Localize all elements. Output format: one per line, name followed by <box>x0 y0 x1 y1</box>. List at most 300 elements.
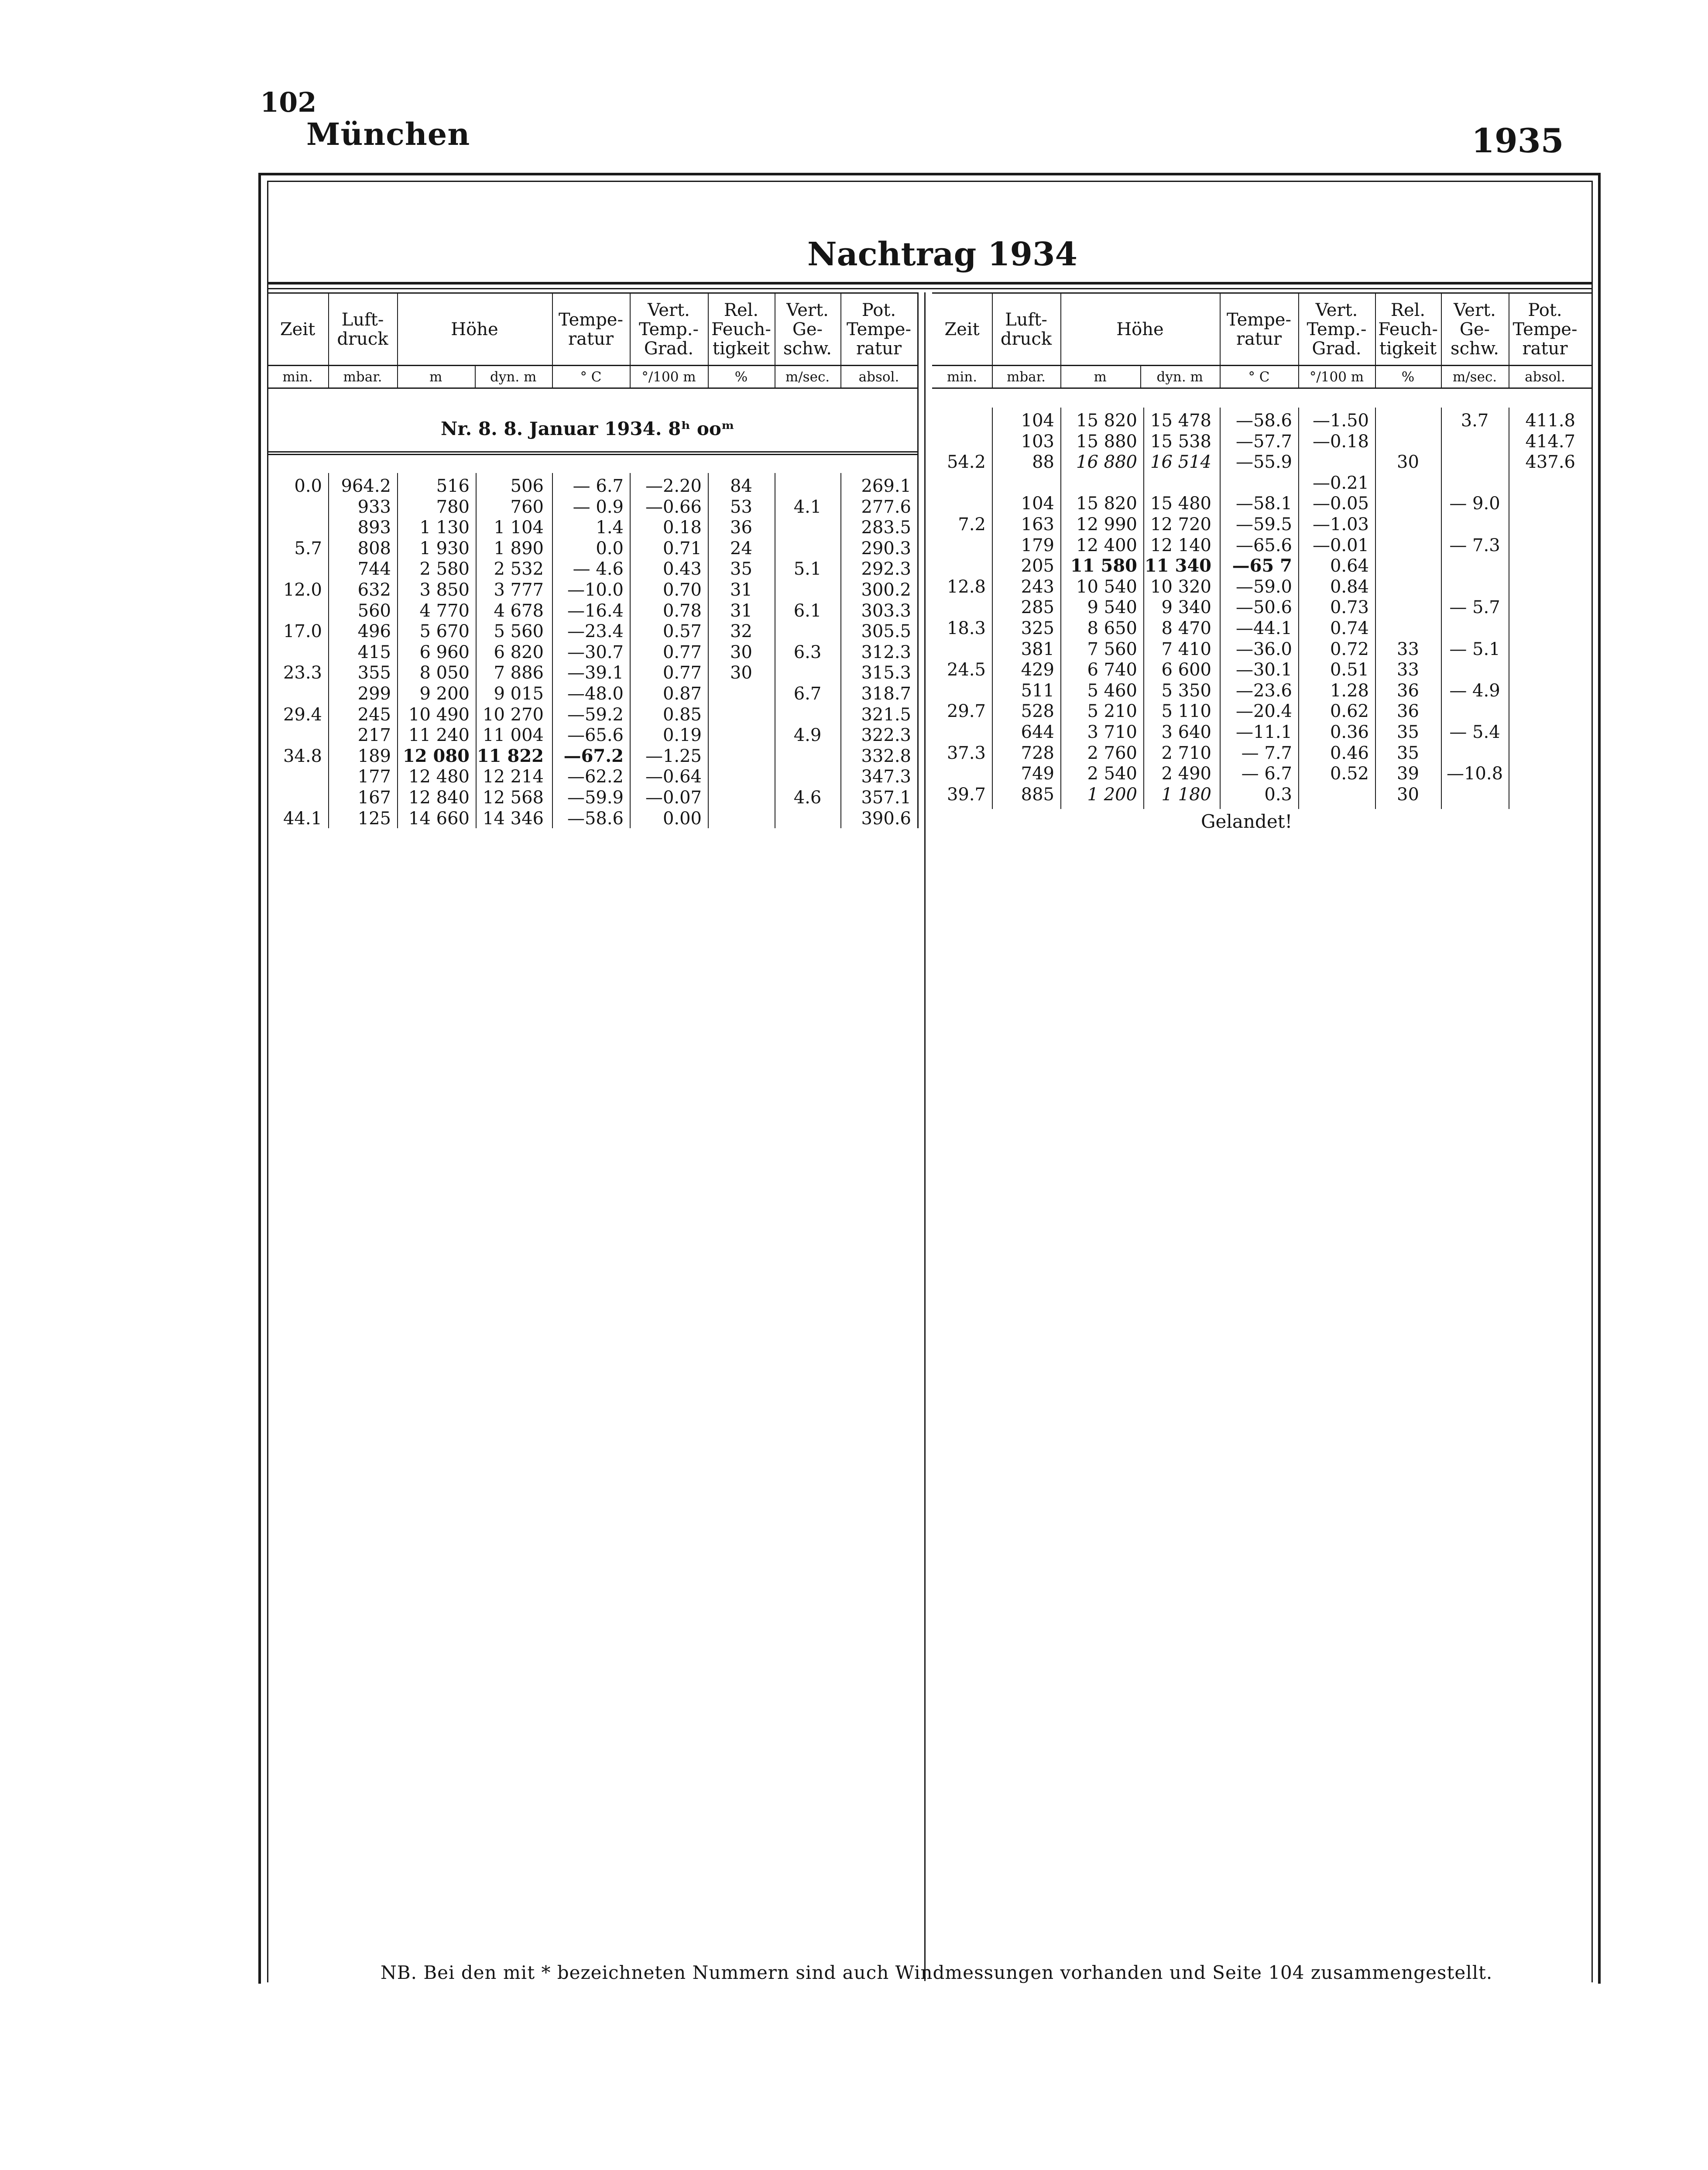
right-cell-grad: 1.28 <box>1330 680 1369 701</box>
right-cell-grad: —0.18 <box>1312 431 1369 452</box>
left-cell-temp: —59.9 <box>567 788 624 808</box>
left-cell-dyn: 12 214 <box>483 767 544 787</box>
right-cell-zeit: 24.5 <box>947 660 986 680</box>
left-cell-grad: 0.19 <box>662 725 702 746</box>
left-cell-zeit: 29.4 <box>283 704 322 725</box>
right-cell-feucht: 36 <box>1397 701 1419 722</box>
left-header-7: Vert. Ge- schw. <box>783 300 832 359</box>
left-cell-dyn: 506 <box>510 476 544 496</box>
left-cell-zeit: 0.0 <box>294 476 322 496</box>
right-cell-dyn: 12 720 <box>1150 514 1211 535</box>
left-cell-druck: 415 <box>357 642 391 662</box>
right-header-3: Höhe <box>1116 319 1164 339</box>
left-cell-temp: —59.2 <box>567 704 624 725</box>
right-cell-temp: —23.6 <box>1235 680 1292 701</box>
right-header-2: Luft- druck <box>1000 310 1052 349</box>
left-cell-grad: 0.57 <box>662 621 702 642</box>
left-cell-feucht: 36 <box>730 518 752 538</box>
right-cell-feucht: 35 <box>1397 743 1419 763</box>
left-cell-grad: 0.71 <box>662 538 702 559</box>
right-cell-grad: —0.05 <box>1312 494 1369 514</box>
right-cell-grad: 0.84 <box>1330 576 1369 597</box>
left-rows-rule <box>267 454 918 455</box>
left-cell-druck: 560 <box>357 600 391 621</box>
right-cell-pot: 414.7 <box>1525 431 1575 452</box>
right-cell-pot: 411.8 <box>1525 411 1575 431</box>
right-header-sep-0 <box>992 292 993 387</box>
right-cell-dyn: 15 478 <box>1150 411 1211 431</box>
right-cell-geschw: 3.7 <box>1461 411 1489 431</box>
left-cell-pot: 357.1 <box>861 788 911 808</box>
right-cell-grad: —1.50 <box>1312 411 1369 431</box>
right-header-sep-2 <box>1220 292 1221 387</box>
left-cell-dyn: 3 777 <box>494 580 544 600</box>
left-unit-2: mbar. <box>343 369 382 385</box>
header-bottom-rule-left <box>267 387 918 389</box>
year-heading: 1935 <box>1471 121 1564 160</box>
right-cell-m: 10 540 <box>1076 576 1137 597</box>
left-cell-grad: —0.07 <box>645 788 702 808</box>
left-cell-druck: 808 <box>357 538 391 559</box>
left-cell-m: 8 050 <box>419 663 470 683</box>
left-cell-m: 12 080 <box>402 745 470 766</box>
left-cell-druck: 744 <box>357 559 391 579</box>
right-cell-druck: 285 <box>1021 597 1054 618</box>
right-cell-feucht: 30 <box>1397 452 1419 473</box>
left-cell-zeit: 23.3 <box>283 663 322 683</box>
left-cell-m: 1 930 <box>419 538 470 559</box>
right-cell-druck: 103 <box>1021 431 1054 452</box>
left-cell-grad: —0.64 <box>645 767 702 787</box>
right-cell-temp: 0.3 <box>1264 784 1292 805</box>
right-cell-m: 11 580 <box>1070 555 1137 576</box>
right-unit-2: mbar. <box>1007 369 1046 385</box>
left-header-5: Vert. Temp.- Grad. <box>638 300 699 359</box>
right-cell-grad: 0.51 <box>1330 660 1369 680</box>
left-cell-grad: 0.70 <box>662 580 702 600</box>
right-cell-druck: 88 <box>1032 452 1054 473</box>
right-header-8: Pot. Tempe- ratur <box>1513 300 1578 359</box>
left-cell-temp: —23.4 <box>567 621 624 642</box>
right-cell-m: 1 200 <box>1087 784 1137 805</box>
left-cell-m: 11 240 <box>408 725 470 746</box>
left-cell-dyn: 7 886 <box>494 663 544 683</box>
left-cell-druck: 964.2 <box>341 476 391 496</box>
left-cell-m: 12 840 <box>408 788 470 808</box>
right-cell-grad: 0.64 <box>1330 556 1369 576</box>
right-cell-m: 8 650 <box>1087 618 1137 638</box>
left-cell-grad: 0.78 <box>662 600 702 621</box>
right-cell-pot: 437.6 <box>1525 452 1575 473</box>
left-cell-feucht: 30 <box>730 663 752 683</box>
right-cell-temp: —11.1 <box>1235 722 1292 742</box>
right-cell-druck: 429 <box>1021 660 1054 680</box>
right-cell-temp: —36.0 <box>1235 639 1292 659</box>
left-cell-druck: 167 <box>357 788 391 808</box>
right-cell-feucht: 36 <box>1397 680 1419 701</box>
left-cell-pot: 322.3 <box>861 725 911 746</box>
right-unit-7: m/sec. <box>1452 369 1497 385</box>
right-cell-temp: —59.5 <box>1235 514 1292 535</box>
right-cell-grad: 0.36 <box>1330 722 1369 742</box>
left-cell-dyn: 14 346 <box>483 808 544 829</box>
left-cell-zeit: 44.1 <box>283 808 322 829</box>
right-cell-druck: 728 <box>1021 743 1054 763</box>
left-cell-pot: 315.3 <box>861 663 911 683</box>
right-cell-temp: —30.1 <box>1235 660 1292 680</box>
left-cell-pot: 300.2 <box>861 580 911 600</box>
page-title: Nachtrag 1934 <box>807 236 1078 273</box>
right-cell-m: 15 880 <box>1076 431 1137 452</box>
left-unit-6: % <box>734 369 748 385</box>
left-header-sep-0 <box>328 292 329 387</box>
left-cell-temp: —30.7 <box>567 642 624 662</box>
left-cell-dyn: 10 270 <box>483 704 544 725</box>
right-cell-temp: —58.1 <box>1235 494 1292 514</box>
left-cell-pot: 332.8 <box>861 746 911 766</box>
right-cell-zeit: 37.3 <box>947 743 986 763</box>
left-unit-5: °/100 m <box>641 369 696 385</box>
right-cell-druck: 749 <box>1021 764 1054 784</box>
left-cell-feucht: 35 <box>730 559 752 579</box>
center-divider-a <box>917 292 919 828</box>
right-cell-dyn: 15 538 <box>1150 431 1211 452</box>
right-cell-dyn: 12 140 <box>1150 535 1211 555</box>
left-cell-m: 10 490 <box>408 704 470 725</box>
left-cell-temp: —39.1 <box>567 663 624 683</box>
right-cell-m: 5 460 <box>1087 680 1137 701</box>
right-cell-temp: —50.6 <box>1235 597 1292 618</box>
right-cell-druck: 528 <box>1021 701 1054 722</box>
right-cell-geschw: — 4.9 <box>1449 680 1500 701</box>
right-cell-m: 15 820 <box>1076 411 1137 431</box>
right-cell-druck: 644 <box>1021 722 1054 742</box>
left-unit-m: m <box>429 369 442 385</box>
right-cell-geschw: — 5.7 <box>1449 597 1500 618</box>
left-cell-grad: 0.77 <box>662 663 702 683</box>
left-cell-feucht: 24 <box>730 538 752 559</box>
left-cell-temp: — 0.9 <box>573 497 624 517</box>
right-cell-m: 7 560 <box>1087 639 1137 659</box>
title-rule-2 <box>267 288 1593 289</box>
right-header-6: Rel. Feuch- tigkeit <box>1378 300 1438 359</box>
left-cell-geschw: 6.3 <box>793 642 822 662</box>
right-header-1: Zeit <box>944 319 980 339</box>
right-cell-grad: —0.01 <box>1312 535 1369 555</box>
left-cell-dyn: 12 568 <box>483 788 544 808</box>
left-cell-druck: 177 <box>357 767 391 787</box>
right-cell-geschw: — 5.4 <box>1449 722 1500 742</box>
right-cell-druck: 205 <box>1021 556 1054 576</box>
right-cell-dyn: 8 470 <box>1161 618 1211 638</box>
footnote: NB. Bei den mit * bezeichneten Nummern sind auch Windmessungen vorhanden und Seite 104 zusammengestellt. <box>381 1962 1493 1983</box>
left-header-sep-2 <box>552 292 553 387</box>
header-top-rule-right <box>932 292 1593 294</box>
left-cell-temp: —58.6 <box>567 808 624 829</box>
left-cell-pot: 283.5 <box>861 518 911 538</box>
left-header-sep-6 <box>840 292 841 387</box>
left-cell-pot: 269.1 <box>861 476 911 496</box>
left-cell-pot: 347.3 <box>861 767 911 787</box>
right-cell-geschw: —10.8 <box>1446 764 1503 784</box>
right-cell-m: 12 400 <box>1076 535 1137 555</box>
right-cell-geschw: — 5.1 <box>1449 639 1500 659</box>
left-cell-temp: —48.0 <box>567 684 624 704</box>
city-heading: München <box>306 116 470 152</box>
left-cell-zeit: 17.0 <box>283 621 322 642</box>
right-cell-temp: —59.0 <box>1235 576 1292 597</box>
left-unit-dyn: dyn. m <box>490 369 537 385</box>
right-cell-druck: 104 <box>1021 411 1054 431</box>
left-cell-temp: —65.6 <box>567 725 624 746</box>
left-cell-zeit: 34.8 <box>283 746 322 766</box>
left-cell-pot: 292.3 <box>861 559 911 579</box>
left-cell-geschw: 4.1 <box>793 497 822 517</box>
right-cell-feucht: 33 <box>1397 639 1419 659</box>
left-cell-grad: 0.18 <box>662 518 702 538</box>
right-cell-m: 5 210 <box>1087 701 1137 722</box>
right-hoehe-sep <box>1140 365 1141 387</box>
left-header-2: Luft- druck <box>337 310 388 349</box>
left-cell-m: 6 960 <box>419 642 470 662</box>
left-cell-druck: 496 <box>357 621 391 642</box>
left-header-sep-3 <box>630 292 631 387</box>
left-cell-dyn: 2 532 <box>494 559 544 579</box>
landed-note: Gelandet! <box>1201 811 1293 832</box>
left-cell-pot: 321.5 <box>861 704 911 725</box>
right-cell-dyn: 9 340 <box>1161 597 1211 618</box>
right-cell-zeit: 18.3 <box>947 618 986 638</box>
left-cell-m: 3 850 <box>419 580 470 600</box>
right-cell-grad: —1.03 <box>1312 514 1369 535</box>
left-header-1: Zeit <box>280 319 316 339</box>
right-cell-druck: 243 <box>1021 576 1054 597</box>
left-cell-geschw: 6.7 <box>793 684 822 704</box>
left-cell-temp: 1.4 <box>596 518 624 538</box>
left-cell-feucht: 53 <box>730 497 752 517</box>
left-header-4: Tempe- ratur <box>559 310 623 349</box>
left-cell-m: 4 770 <box>419 600 470 621</box>
left-cell-dyn: 1 890 <box>494 538 544 559</box>
right-cell-m: 16 880 <box>1076 452 1137 473</box>
left-cell-m: 1 130 <box>419 518 470 538</box>
right-header-sep-1 <box>1060 292 1061 387</box>
left-cell-m: 2 580 <box>419 559 470 579</box>
right-cell-dyn: 6 600 <box>1161 660 1211 680</box>
left-cell-dyn: 9 015 <box>494 684 544 704</box>
right-cell-temp: — 7.7 <box>1241 743 1292 763</box>
left-cell-temp: 0.0 <box>596 538 624 559</box>
left-cell-druck: 245 <box>357 704 391 725</box>
left-header-6: Rel. Feuch- tigkeit <box>711 300 771 359</box>
right-cell-temp: —44.1 <box>1235 618 1292 638</box>
left-unit-1: min. <box>282 369 313 385</box>
right-cell-zeit: 54.2 <box>947 452 986 473</box>
left-cell-grad: 0.43 <box>662 559 702 579</box>
left-cell-druck: 217 <box>357 725 391 746</box>
page-number: 102 <box>260 86 317 118</box>
left-cell-geschw: 5.1 <box>793 559 822 579</box>
right-cell-m: 15 820 <box>1076 494 1137 514</box>
left-cell-dyn: 11 822 <box>477 745 544 766</box>
right-cell-m: 3 710 <box>1087 722 1137 742</box>
right-header-5: Vert. Temp.- Grad. <box>1307 300 1367 359</box>
right-cell-m: 2 540 <box>1087 764 1137 784</box>
left-cell-grad: —2.20 <box>645 476 702 496</box>
right-cell-druck: 885 <box>1021 784 1054 805</box>
left-cell-dyn: 11 004 <box>483 725 544 746</box>
right-cell-dyn: 10 320 <box>1150 576 1211 597</box>
right-cell-zeit: 29.7 <box>947 701 986 722</box>
left-cell-geschw: 4.9 <box>793 725 822 746</box>
title-rule <box>267 282 1593 285</box>
right-cell-m: 6 740 <box>1087 660 1137 680</box>
right-unit-5: °/100 m <box>1309 369 1364 385</box>
right-cell-zeit: 12.8 <box>947 576 986 597</box>
left-cell-temp: —16.4 <box>567 600 624 621</box>
right-cell-temp: —55.9 <box>1235 452 1292 473</box>
left-cell-grad: 0.00 <box>662 808 702 829</box>
right-cell-feucht: 30 <box>1397 784 1419 805</box>
left-cell-zeit: 12.0 <box>283 580 322 600</box>
left-cell-geschw: 4.6 <box>793 788 822 808</box>
left-unit-8: absol. <box>858 369 899 385</box>
left-cell-temp: — 6.7 <box>573 476 624 496</box>
unit-top-rule-right <box>932 365 1593 366</box>
left-cell-pot: 305.5 <box>861 621 911 642</box>
right-cell-geschw: — 9.0 <box>1449 494 1500 514</box>
right-cell-temp: — 6.7 <box>1241 764 1292 784</box>
right-cell-dyn: 2 710 <box>1161 743 1211 763</box>
left-cell-feucht: 30 <box>730 642 752 662</box>
right-cell-zeit: 39.7 <box>947 784 986 805</box>
left-cell-zeit: 5.7 <box>294 538 322 559</box>
right-unit-6: % <box>1401 369 1415 385</box>
right-cell-dyn: 5 350 <box>1161 680 1211 701</box>
left-cell-pot: 277.6 <box>861 497 911 517</box>
right-cell-temp: —20.4 <box>1235 701 1292 722</box>
left-header-3: Höhe <box>451 319 498 339</box>
right-cell-m: 12 990 <box>1076 514 1137 535</box>
left-cell-temp: —10.0 <box>567 580 624 600</box>
right-cell-dyn: 1 180 <box>1161 784 1211 805</box>
left-header-sep-4 <box>708 292 709 387</box>
left-cell-grad: 0.77 <box>662 642 702 662</box>
left-cell-feucht: 32 <box>730 621 752 642</box>
header-top-rule-left <box>267 292 918 294</box>
left-cell-feucht: 84 <box>730 476 752 496</box>
right-cell-druck: 163 <box>1021 514 1054 535</box>
right-cell-dyn: 5 110 <box>1161 701 1211 722</box>
left-cell-druck: 632 <box>357 580 391 600</box>
left-cell-dyn: 760 <box>510 497 544 517</box>
left-cell-druck: 299 <box>357 684 391 704</box>
left-cell-temp: — 4.6 <box>573 559 624 579</box>
right-cell-dyn: 16 514 <box>1150 452 1211 473</box>
right-cell-grad: 0.52 <box>1330 764 1369 784</box>
right-cell-druck: 381 <box>1021 639 1054 659</box>
left-cell-m: 9 200 <box>419 684 470 704</box>
left-hoehe-sep <box>475 365 476 387</box>
right-cell-temp: —65 7 <box>1232 555 1292 576</box>
left-cell-dyn: 6 820 <box>494 642 544 662</box>
right-header-7: Vert. Ge- schw. <box>1451 300 1499 359</box>
right-cell-zeit: 7.2 <box>958 514 986 535</box>
right-cell-temp: —58.6 <box>1235 411 1292 431</box>
right-header-sep-3 <box>1298 292 1299 387</box>
left-cell-m: 516 <box>436 476 470 496</box>
right-cell-feucht: 39 <box>1397 764 1419 784</box>
left-cell-m: 14 660 <box>408 808 470 829</box>
right-cell-grad: —0.21 <box>1312 473 1369 493</box>
left-cell-grad: —1.25 <box>645 746 702 766</box>
right-cell-grad: 0.72 <box>1330 639 1369 659</box>
header-bottom-rule-right <box>932 387 1593 389</box>
left-cell-druck: 125 <box>357 808 391 829</box>
left-cell-pot: 318.7 <box>861 684 911 704</box>
right-cell-dyn: 11 340 <box>1144 555 1211 576</box>
right-cell-feucht: 35 <box>1397 722 1419 742</box>
left-cell-temp: —62.2 <box>567 767 624 787</box>
left-cell-feucht: 31 <box>730 580 752 600</box>
right-unit-4: ° C <box>1248 369 1270 385</box>
right-cell-dyn: 15 480 <box>1150 494 1211 514</box>
left-cell-dyn: 5 560 <box>494 621 544 642</box>
left-unit-4: ° C <box>580 369 602 385</box>
left-cell-dyn: 1 104 <box>494 518 544 538</box>
right-cell-dyn: 2 490 <box>1161 764 1211 784</box>
left-cell-grad: —0.66 <box>645 497 702 517</box>
left-cell-m: 5 670 <box>419 621 470 642</box>
right-header-sep-5 <box>1441 292 1442 387</box>
left-header-8: Pot. Tempe- ratur <box>847 300 911 359</box>
right-unit-8: absol. <box>1525 369 1565 385</box>
right-header-sep-4 <box>1375 292 1376 387</box>
left-cell-temp: —67.2 <box>563 745 624 766</box>
left-cell-dyn: 4 678 <box>494 600 544 621</box>
left-cell-druck: 189 <box>357 746 391 766</box>
right-cell-grad: 0.62 <box>1330 701 1369 722</box>
left-cell-druck: 893 <box>357 518 391 538</box>
left-cell-m: 780 <box>436 497 470 517</box>
left-cell-pot: 390.6 <box>861 808 911 829</box>
left-header-sep-1 <box>397 292 398 387</box>
left-cell-feucht: 31 <box>730 600 752 621</box>
right-cell-druck: 104 <box>1021 494 1054 514</box>
right-cell-temp: —65.6 <box>1235 535 1292 555</box>
left-cell-pot: 290.3 <box>861 538 911 559</box>
left-cell-grad: 0.87 <box>662 684 702 704</box>
center-divider-b <box>924 292 926 1981</box>
right-cell-grad: 0.74 <box>1330 618 1369 638</box>
ascent-rule-left <box>267 451 918 453</box>
right-cell-geschw: — 7.3 <box>1449 535 1500 555</box>
right-cell-druck: 511 <box>1021 680 1054 701</box>
right-cell-temp: —57.7 <box>1235 431 1292 452</box>
right-unit-1: min. <box>947 369 977 385</box>
left-cell-druck: 933 <box>357 497 391 517</box>
left-cell-pot: 303.3 <box>861 600 911 621</box>
left-cell-m: 12 480 <box>408 767 470 787</box>
left-cell-grad: 0.85 <box>662 704 702 725</box>
ascent-label: Nr. 8. 8. Januar 1934. 8ʰ ooᵐ <box>441 418 735 439</box>
right-cell-feucht: 33 <box>1397 660 1419 680</box>
right-cell-dyn: 3 640 <box>1161 722 1211 742</box>
right-cell-m: 2 760 <box>1087 743 1137 763</box>
right-cell-dyn: 7 410 <box>1161 639 1211 659</box>
right-cell-grad: 0.46 <box>1330 743 1369 763</box>
right-cell-m: 9 540 <box>1087 597 1137 618</box>
